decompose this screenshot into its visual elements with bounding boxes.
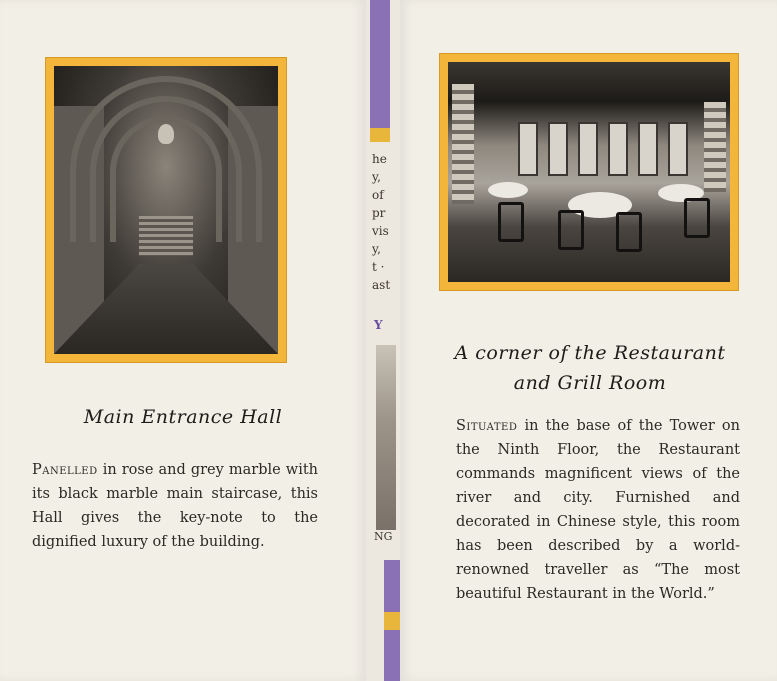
entrance-hall-photo [54, 66, 278, 354]
gutter-yellow-band-bottom [384, 612, 400, 630]
gutter-fragment: t · [372, 260, 385, 274]
restaurant-window [638, 122, 658, 176]
gutter-yellow-band-top [370, 128, 390, 142]
entrance-hall-lead-word: Panelled [32, 462, 98, 478]
gutter-fragment: y, [372, 170, 381, 184]
restaurant-chair [498, 202, 524, 242]
restaurant-caption-line-1: A corner of the Restaurant [454, 342, 726, 364]
restaurant-caption [430, 338, 750, 398]
entrance-hall-description [32, 458, 318, 554]
gutter-fragment: pr [372, 206, 386, 220]
gutter-fragment: vis [372, 224, 389, 238]
left-page [0, 0, 366, 681]
chandelier-icon [158, 124, 174, 144]
gutter-fragment: of [372, 188, 384, 202]
entrance-hall-photo-frame [46, 58, 286, 362]
gutter-ng-letters: NG [374, 530, 393, 543]
restaurant-window [608, 122, 628, 176]
gutter-fragment: ast [372, 278, 391, 292]
gutter-fragment: y, [372, 242, 381, 256]
restaurant-photo [448, 62, 730, 282]
gutter-purple-band-top [370, 0, 390, 128]
entrance-hall-caption: Main Entrance Hall [83, 406, 283, 428]
gutter-tower-image [376, 345, 396, 530]
gutter-y-letter: Y [374, 318, 383, 332]
center-gutter-strip [366, 0, 400, 681]
restaurant-chair [558, 210, 584, 250]
restaurant-window [668, 122, 688, 176]
restaurant-lead-word: Situated [456, 418, 518, 434]
restaurant-chair [684, 198, 710, 238]
gutter-text-fragments [372, 150, 400, 294]
chinese-panel-left [452, 84, 474, 204]
restaurant-description [456, 414, 740, 606]
restaurant-caption-line-2: and Grill Room [513, 372, 667, 394]
chinese-panel-right [704, 102, 726, 192]
restaurant-body: in the base of the Tower on the Ninth Floor, the Restaurant commands magnificent views of the river and city. Furnished and decorated in Chinese style, this room has been described by a world-renowned traveller as “The most beautiful Restaurant in the World.” [456, 418, 740, 602]
restaurant-window [548, 122, 568, 176]
restaurant-chair [616, 212, 642, 252]
restaurant-window [578, 122, 598, 176]
gutter-fragment: he [372, 152, 387, 166]
restaurant-table [488, 182, 528, 198]
hall-staircase [139, 216, 193, 256]
restaurant-window [518, 122, 538, 176]
restaurant-photo-frame [440, 54, 738, 290]
entrance-hall-body: in rose and grey marble with its black marble main staircase, this Hall gives the key-note to the dignified luxury of the building. [32, 462, 318, 550]
